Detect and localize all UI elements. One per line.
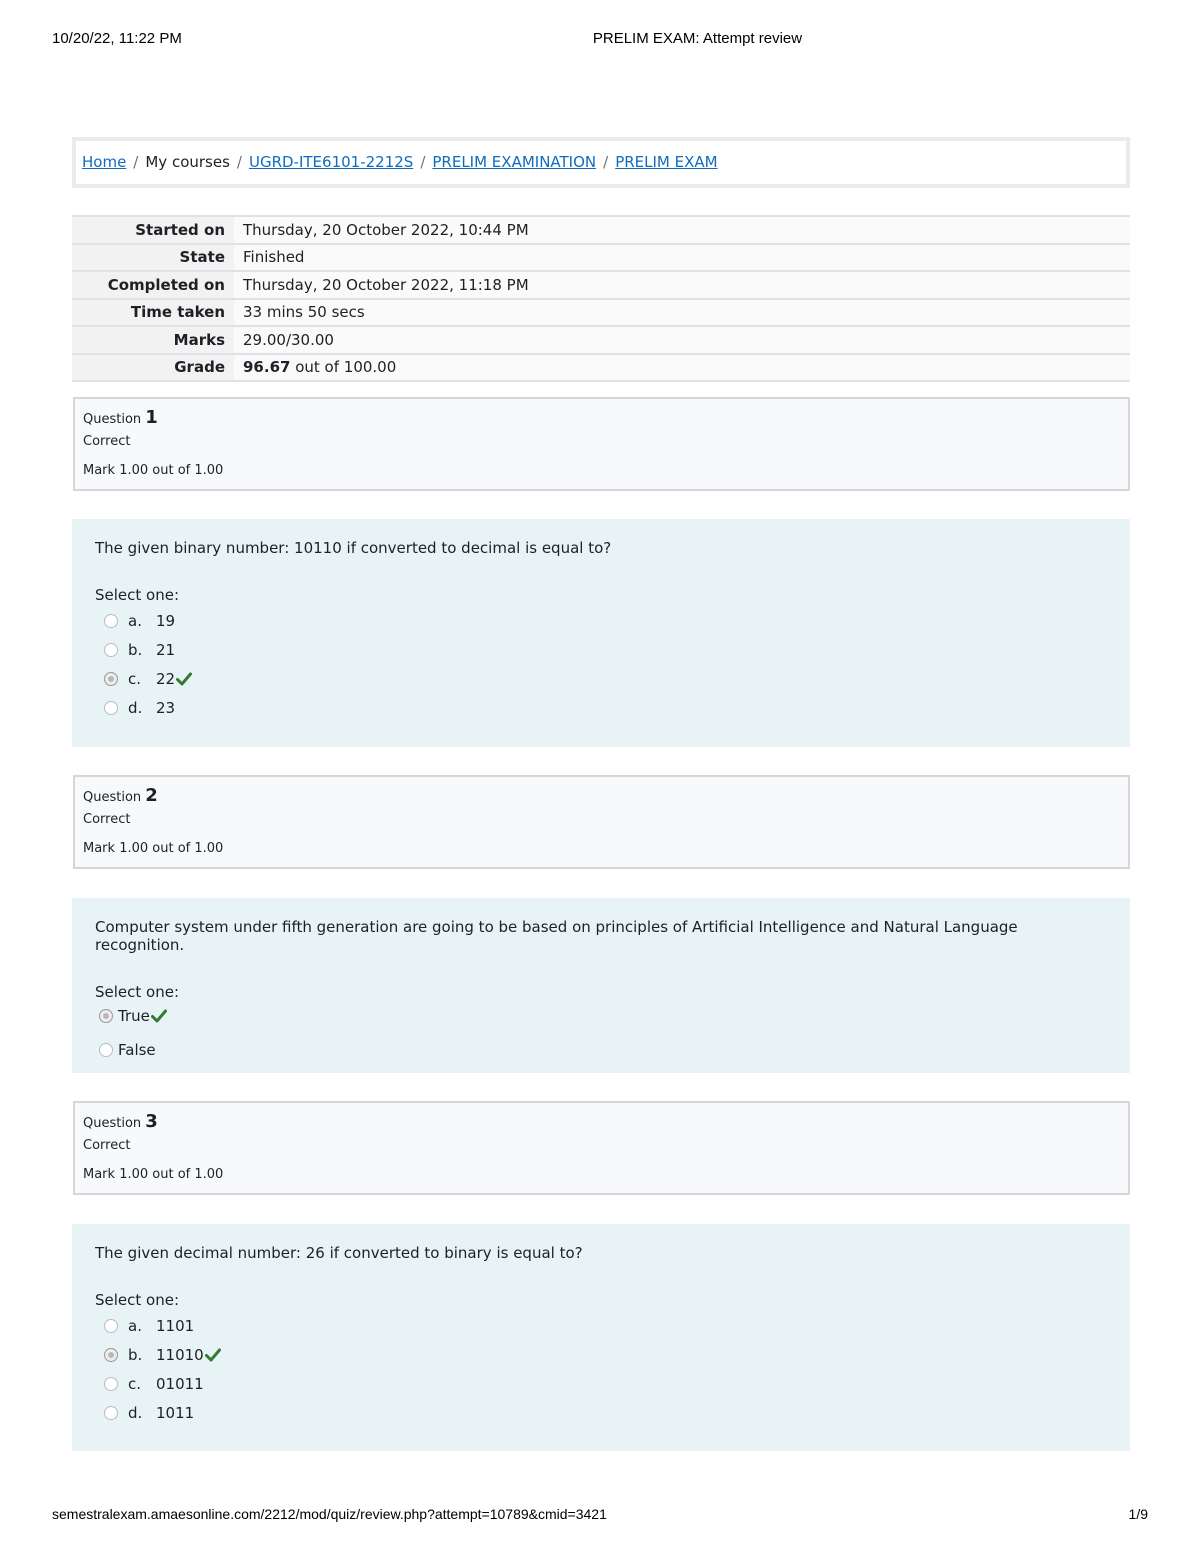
breadcrumb-link-quiz[interactable]: PRELIM EXAM [615, 153, 718, 171]
answer-text: 22 [156, 669, 176, 688]
answer-radio[interactable] [104, 614, 118, 628]
breadcrumb-link-course[interactable]: UGRD-ITE6101-2212S [248, 153, 414, 171]
breadcrumb [72, 137, 1130, 188]
question-1-content [72, 519, 1130, 747]
question-label: Question [83, 1116, 142, 1131]
breadcrumb-item-my-courses: My courses [145, 153, 230, 171]
select-one-prompt: Select one: [95, 983, 180, 1001]
grade-out-of: out of 100.00 [290, 358, 397, 377]
summary-label: Marks [72, 326, 234, 354]
correct-check-icon [151, 1008, 167, 1024]
summary-row-started [72, 216, 1130, 244]
breadcrumb-separator: / [236, 153, 242, 171]
summary-label: Started on [72, 216, 234, 244]
question-1-info [73, 397, 1130, 491]
question-text: The given binary number: 10110 if converted to decimal is equal to? [95, 539, 612, 557]
answer-option[interactable] [95, 1369, 1107, 1398]
answer-letter: a. [128, 1316, 142, 1335]
answer-text: 1011 [156, 1403, 195, 1422]
breadcrumb-item-section[interactable] [432, 153, 596, 171]
summary-row-completed [72, 271, 1130, 299]
question-2-content [72, 898, 1130, 1073]
summary-label: State [72, 244, 234, 272]
summary-label: Time taken [72, 299, 234, 327]
question-text: Computer system under fifth generation are going to be based on principles of Artificial Intelligence and Natural Language recognition. [95, 918, 1018, 954]
summary-label: Completed on [72, 271, 234, 299]
print-date: 10/20/22, 11:22 PM [52, 30, 182, 47]
answer-radio[interactable] [104, 1319, 118, 1333]
breadcrumb-item-course[interactable] [249, 153, 413, 171]
question-number: 2 [145, 785, 158, 806]
grade-score: 96.67 [243, 358, 291, 377]
answer-option[interactable] [95, 606, 1107, 635]
answer-text: False [118, 1041, 156, 1059]
summary-row-state [72, 244, 1130, 272]
breadcrumb-link-home[interactable]: Home [82, 153, 127, 171]
correct-check-icon [205, 1347, 221, 1363]
question-number: 1 [145, 407, 158, 428]
answer-option-selected[interactable] [95, 664, 1107, 693]
question-number: 3 [145, 1111, 158, 1132]
question-grade: Mark 1.00 out of 1.00 [83, 1167, 224, 1182]
answer-radio[interactable] [104, 1406, 118, 1420]
question-grade: Mark 1.00 out of 1.00 [83, 841, 224, 856]
answer-letter: b. [128, 1345, 143, 1364]
answer-option[interactable] [95, 1033, 1107, 1067]
question-grade: Mark 1.00 out of 1.00 [83, 463, 224, 478]
answer-letter: a. [128, 611, 142, 630]
summary-row-grade [72, 354, 1130, 382]
answer-text: True [118, 1007, 150, 1025]
answer-radio-checked[interactable] [104, 672, 118, 686]
question-2-info [73, 775, 1130, 869]
answer-letter: b. [128, 640, 143, 659]
print-page-number: 1/9 [1128, 1506, 1148, 1522]
answer-radio-checked[interactable] [104, 1348, 118, 1362]
breadcrumb-item-quiz[interactable] [615, 153, 717, 171]
answer-letter: d. [128, 1403, 143, 1422]
summary-value: Thursday, 20 October 2022, 10:44 PM [234, 216, 1130, 244]
summary-row-time-taken [72, 299, 1130, 327]
answer-text: 1101 [156, 1316, 195, 1335]
answer-text: 11010 [156, 1345, 204, 1364]
answer-radio[interactable] [104, 643, 118, 657]
answer-radio[interactable] [99, 1043, 113, 1057]
question-label: Question [83, 412, 142, 427]
question-number-line [83, 1111, 1120, 1132]
summary-value: 33 mins 50 secs [234, 299, 1130, 327]
print-url: semestralexam.amaesonline.com/2212/mod/quiz/review.php?attempt=10789&cmid=3421 [52, 1506, 607, 1522]
answer-option-selected[interactable] [95, 999, 1107, 1033]
answer-option[interactable] [95, 635, 1107, 664]
question-label: Question [83, 790, 142, 805]
answer-letter: c. [128, 1374, 142, 1393]
breadcrumb-separator: / [603, 153, 609, 171]
answer-radio-checked[interactable] [99, 1009, 113, 1023]
summary-value: Thursday, 20 October 2022, 11:18 PM [234, 271, 1130, 299]
summary-value: 29.00/30.00 [234, 326, 1130, 354]
question-state: Correct [83, 1138, 131, 1153]
question-number-line [83, 407, 1120, 428]
summary-label: Grade [72, 354, 234, 382]
select-one-prompt: Select one: [95, 586, 180, 604]
question-3-info [73, 1101, 1130, 1195]
answer-letter: d. [128, 698, 143, 717]
answer-option-selected[interactable] [95, 1340, 1107, 1369]
breadcrumb-separator: / [420, 153, 426, 171]
answer-radio[interactable] [104, 1377, 118, 1391]
answer-option[interactable] [95, 1398, 1107, 1427]
summary-row-marks [72, 326, 1130, 354]
breadcrumb-link-section[interactable]: PRELIM EXAMINATION [432, 153, 597, 171]
answer-text: 21 [156, 640, 176, 659]
question-text: The given decimal number: 26 if converted to binary is equal to? [95, 1244, 583, 1262]
question-state: Correct [83, 812, 131, 827]
attempt-summary-table [72, 215, 1130, 382]
answer-text: 01011 [156, 1374, 204, 1393]
question-3-content [72, 1224, 1130, 1451]
question-state: Correct [83, 434, 131, 449]
question-number-line [83, 785, 1120, 806]
answer-option[interactable] [95, 693, 1107, 722]
answer-option[interactable] [95, 1311, 1107, 1340]
answer-letter: c. [128, 669, 142, 688]
breadcrumb-separator: / [133, 153, 139, 171]
print-page-title: PRELIM EXAM: Attempt review [592, 30, 803, 47]
answer-text: 19 [156, 611, 176, 630]
answer-radio[interactable] [104, 701, 118, 715]
correct-check-icon [176, 671, 192, 687]
summary-value [234, 354, 1130, 382]
summary-value: Finished [234, 244, 1130, 272]
select-one-prompt: Select one: [95, 1291, 180, 1309]
answer-text: 23 [156, 698, 176, 717]
breadcrumb-item-home[interactable] [82, 153, 126, 171]
